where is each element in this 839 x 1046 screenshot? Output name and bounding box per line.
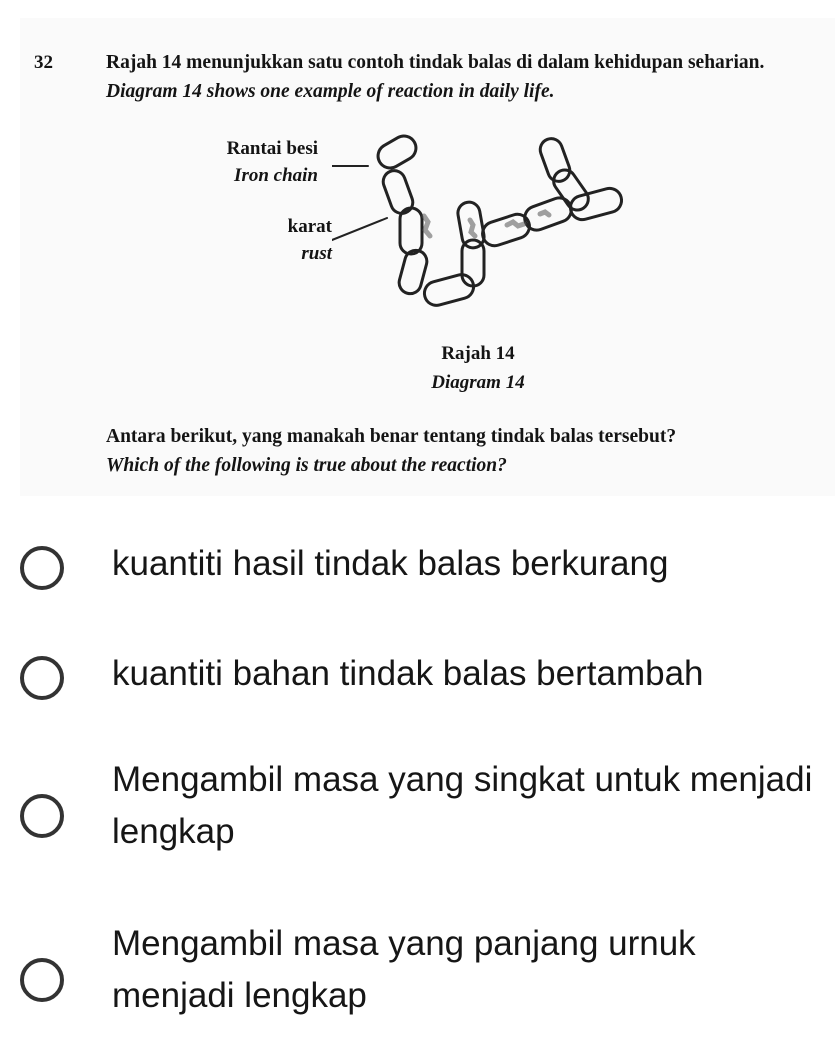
label-iron-chain-malay: Rantai besi [226, 138, 318, 159]
radio-button-icon[interactable] [20, 546, 64, 590]
radio-button-icon[interactable] [20, 656, 64, 700]
rust-patch [470, 220, 475, 236]
option-label: Mengambil masa yang panjang urnuk menjadi lengkap [112, 924, 696, 1015]
question-stem-english: Diagram 14 shows one example of reaction in daily life. [106, 81, 555, 102]
diagram-caption-english: Diagram 14 [431, 372, 525, 393]
chain-link [400, 208, 422, 254]
rusty-chain-diagram [332, 130, 642, 320]
chain-link [422, 272, 477, 308]
rust-patch [540, 212, 549, 215]
rust-patch [424, 216, 430, 236]
chain-link [374, 132, 421, 173]
label-iron-chain-english: Iron chain [234, 165, 318, 186]
option-label: kuantiti bahan tindak balas bertambah [112, 654, 704, 693]
question-stem-malay: Rajah 14 menunjukkan satu contoh tindak balas di dalam kehidupan seharian. [106, 52, 765, 73]
chain-link [568, 186, 624, 223]
option-label: Mengambil masa yang singkat untuk menjadi lengkap [112, 760, 813, 851]
option-2[interactable] [0, 648, 839, 708]
option-3[interactable] [0, 754, 839, 864]
radio-button-icon[interactable] [20, 958, 64, 1002]
option-label: kuantiti hasil tindak balas berkurang [112, 544, 669, 583]
question-prompt-english: Which of the following is true about the reaction? [106, 455, 507, 476]
rust-patch [507, 222, 524, 226]
label-rust-english: rust [301, 243, 332, 264]
label-rust-malay: karat [287, 216, 332, 237]
diagram-caption-malay: Rajah 14 [441, 343, 515, 364]
option-4[interactable] [0, 918, 839, 1028]
question-number: 32 [34, 52, 53, 73]
option-1[interactable] [0, 538, 839, 598]
radio-button-icon[interactable] [20, 794, 64, 838]
leader-line-rust [332, 218, 387, 242]
question-prompt-malay: Antara berikut, yang manakah benar tentang tindak balas tersebut? [106, 426, 677, 447]
question-card [20, 18, 835, 496]
